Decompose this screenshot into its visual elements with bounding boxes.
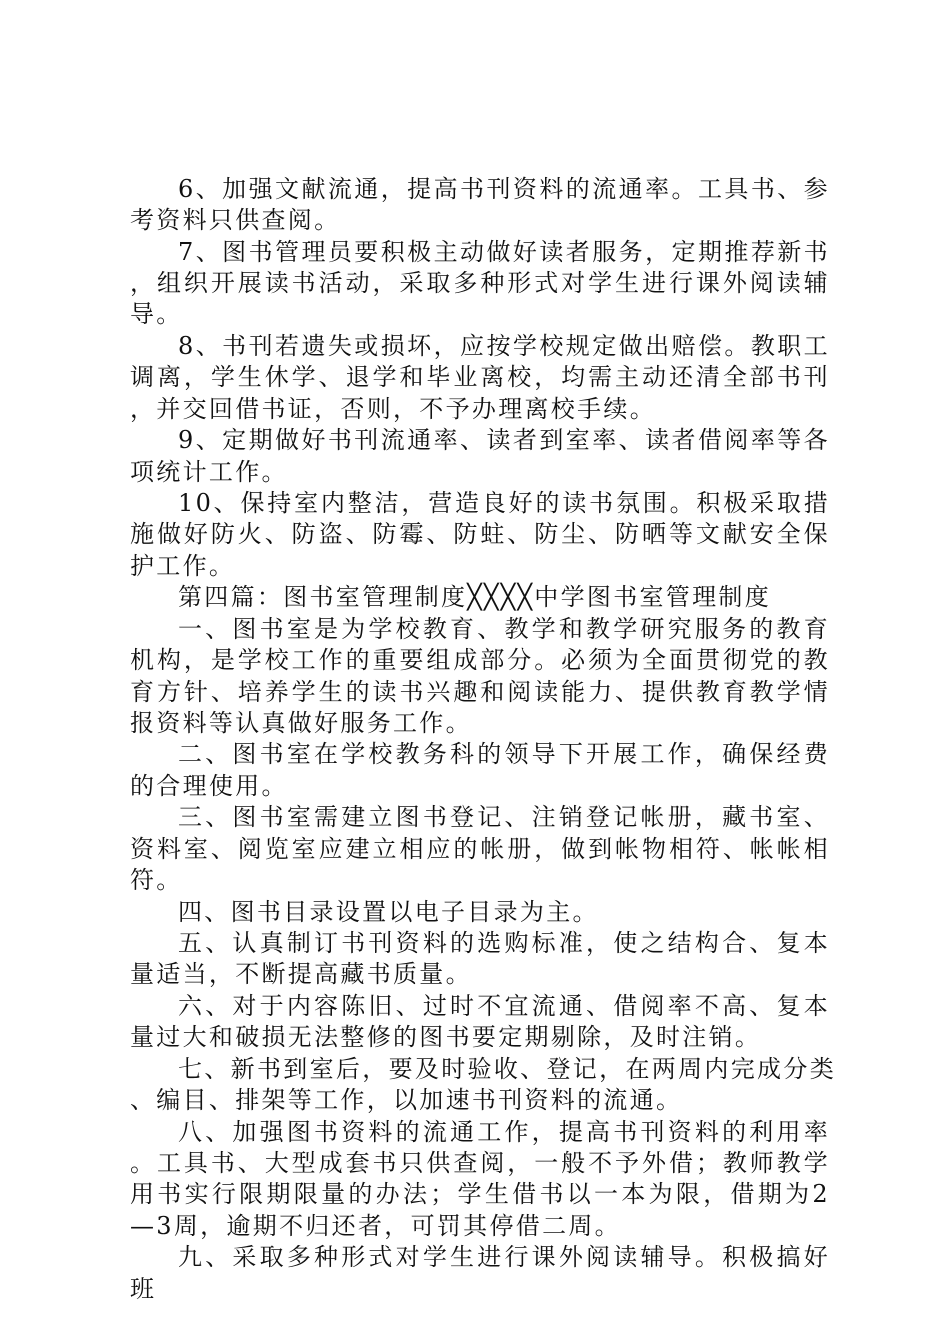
paragraph-eight: 八、加强图书资料的流通工作，提高书刊资料的利用率。工具书、大型成套书只供查阅，一般不予外借；教师教学用书实行限期限量的办法；学生借书以一本为限，借期为2—3周，逾期不归还者，可罚其停借二周。: [130, 1117, 830, 1240]
paragraph-four: 四、图书目录设置以电子目录为主。: [178, 897, 599, 926]
paragraph-seven: 七、新书到室后，要及时验收、登记，在两周内完成分类、编目、排架等工作，以加速书刊资料的流通。: [130, 1054, 836, 1115]
paragraph-two: 二、图书室在学校教务科的领导下开展工作，确保经费的合理使用。: [130, 740, 830, 800]
document-body: [130, 174, 836, 1305]
paragraph-6: 6、加强文献流通，提高书刊资料的流通率。工具书、参考资料只供查阅。: [130, 175, 830, 235]
paragraph-7: 7、图书管理员要积极主动做好读者服务，定期推荐新书，组织开展读书活动，采取多种形式对学生进行课外阅读辅导。: [130, 237, 830, 329]
paragraph-10: 10、保持室内整洁，营造良好的读书氛围。积极采取措施做好防火、防盗、防霉、防蛀、防尘、防晒等文献安全保护工作。: [130, 489, 830, 580]
paragraph-9: 9、定期做好书刊流通率、读者到室率、读者借阅率等各项统计工作。: [130, 426, 830, 486]
paragraph-one: 一、图书室是为学校教育、教学和教学研究服务的教育机构，是学校工作的重要组成部分。必须为全面贯彻党的教育方针、培养学生的读书兴趣和阅读能力、提供教育教学情报资料等认真做好服务工作。: [130, 614, 830, 737]
paragraph-three: 三、图书室需建立图书登记、注销登记帐册，藏书室、资料室、阅览室应建立相应的帐册，做到帐物相符、帐帐相符。: [130, 803, 830, 894]
paragraph-six: 六、对于内容陈旧、过时不宜流通、借阅率不高、复本量过大和破损无法整修的图书要定期剔除，及时注销。: [130, 991, 830, 1052]
section-heading: 第四篇：图书室管理制度╳╳╳╳中学图书室管理制度: [178, 583, 771, 612]
paragraph-8: 8、书刊若遗失或损坏，应按学校规定做出赔偿。教职工调离，学生休学、退学和毕业离校，均需主动还清全部书刊，并交回借书证，否则，不予办理离校手续。: [130, 332, 830, 423]
paragraph-five: 五、认真制订书刊资料的选购标准，使之结构合、复本量适当，不断提高藏书质量。: [130, 929, 830, 989]
paragraph-nine: 九、采取多种形式对学生进行课外阅读辅导。积极搞好班: [130, 1243, 830, 1303]
